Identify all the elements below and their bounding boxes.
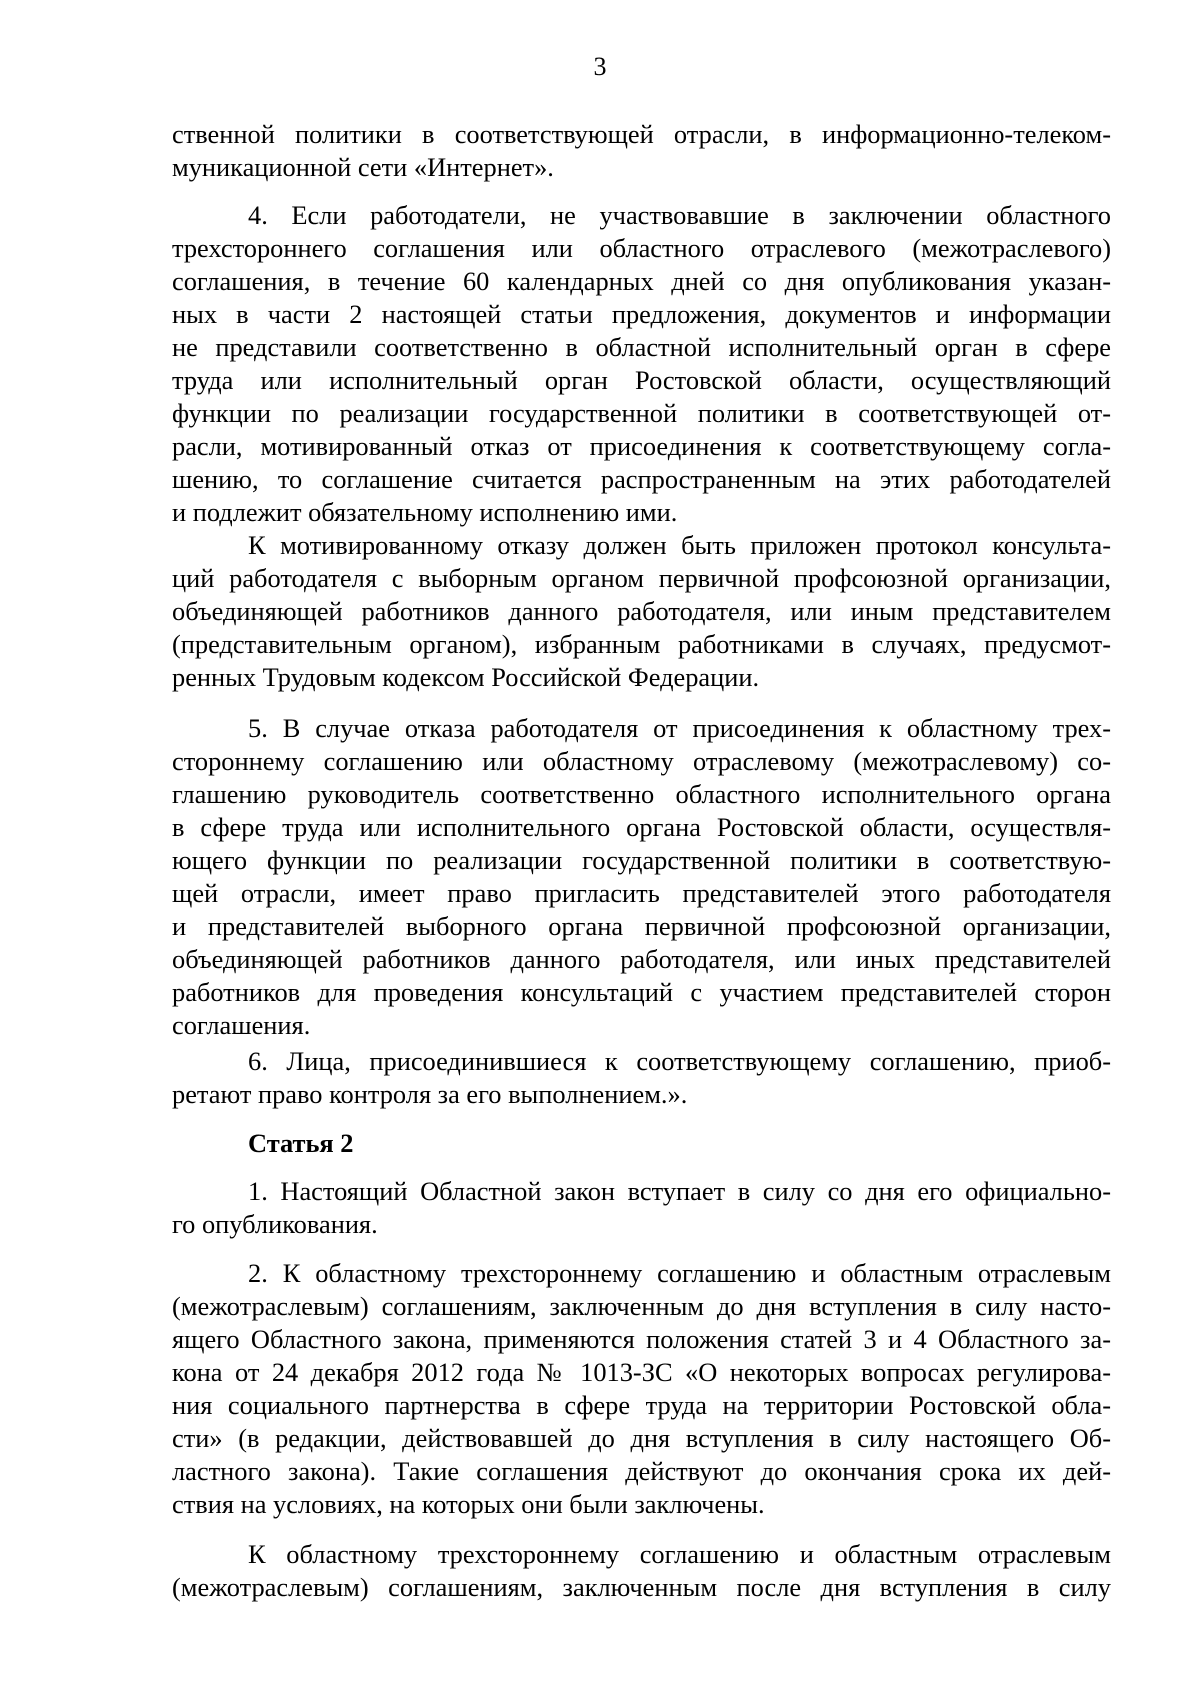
text-line: ренных Трудовым кодексом Российской Федерации. (172, 662, 760, 692)
text-line: объединяющей работников данного работодателя, или иных представителей (172, 944, 1111, 974)
text-line: ций работодателя с выборным органом первичной профсоюзной организации, (172, 563, 1111, 593)
text-line: (представительным органом), избранным работниками в случаях, предусмот- (172, 629, 1111, 659)
text-line: шению, то соглашение считается распространенным на этих работодателей (172, 464, 1111, 494)
text-line: и представителей выборного органа первичной профсоюзной организации, (172, 911, 1111, 941)
text-line: глашению руководитель соответственно областного исполнительного органа (172, 779, 1111, 809)
text-line: ственной политики в соответствующей отрасли, в информационно-телеком- (172, 119, 1111, 149)
text-line: не представили соответственно в областной исполнительный орган в сфере (172, 332, 1111, 362)
text-line: работников для проведения консультаций с участием представителей сторон (172, 977, 1111, 1007)
text-line: 2. К областному трехстороннему соглашению и областным отраслевым (248, 1258, 1111, 1288)
text-line: ющего функции по реализации государственной политики в соответствую- (172, 845, 1111, 875)
article-heading: Статья 2 (248, 1128, 354, 1158)
text-line: го опубликования. (172, 1209, 378, 1239)
article-heading-block (172, 1127, 1111, 1160)
text-line: (межотраслевым) соглашениям, заключенным до дня вступления в силу насто- (172, 1291, 1111, 1321)
article-paragraph-2 (172, 1257, 1111, 1521)
text-line: объединяющей работников данного работодателя, или иным представителем (172, 596, 1111, 626)
text-line: соглашения, в течение 60 календарных дней со дня опубликования указан- (172, 266, 1111, 296)
text-line: 4. Если работодатели, не участвовавшие в заключении областного (248, 200, 1111, 230)
text-line: ния социального партнерства в сфере труда на территории Ростовской обла- (172, 1390, 1111, 1420)
text-line: расли, мотивированный отказ от присоединения к соответствующему согла- (172, 431, 1111, 461)
text-line: К мотивированному отказу должен быть приложен протокол консульта- (248, 530, 1111, 560)
text-line: соглашения. (172, 1010, 311, 1040)
text-line: и подлежит обязательному исполнению ими. (172, 497, 678, 527)
page-number: 3 (593, 52, 607, 81)
text-line: ных в части 2 настоящей статьи предложения, документов и информации (172, 299, 1111, 329)
paragraph-item-4 (172, 199, 1111, 529)
text-line: 5. В случае отказа работодателя от присоединения к областному трех- (248, 713, 1111, 743)
text-line: муникационной сети «Интернет». (172, 152, 554, 182)
text-line: ретают право контроля за его выполнением.». (172, 1079, 688, 1109)
paragraph-item-5 (172, 712, 1111, 1042)
paragraph-continuation (172, 118, 1111, 184)
text-line: 6. Лица, присоединившиеся к соответствующему соглашению, приоб- (248, 1046, 1111, 1076)
text-line: щей отрасли, имеет право пригласить представителей этого работодателя (172, 878, 1111, 908)
text-line: ящего Областного закона, применяются положения статей 3 и 4 Областного за- (172, 1324, 1111, 1354)
text-line: в сфере труда или исполнительного органа Ростовской области, осуществля- (172, 812, 1111, 842)
text-line: сти» (в редакции, действовавшей до дня вступления в силу настоящего Об- (172, 1423, 1111, 1453)
text-line: ластного закона). Такие соглашения действуют до окончания срока их дей- (172, 1456, 1111, 1486)
text-line: 1. Настоящий Областной закон вступает в силу со дня его официально- (248, 1176, 1111, 1206)
article-paragraph-3 (172, 1538, 1111, 1604)
text-line: труда или исполнительный орган Ростовской области, осуществляющий (172, 365, 1111, 395)
paragraph-motivated-refusal (172, 529, 1111, 694)
text-line: трехстороннего соглашения или областного отраслевого (межотраслевого) (172, 233, 1111, 263)
paragraph-item-6 (172, 1045, 1111, 1111)
text-line: функции по реализации государственной политики в соответствующей от- (172, 398, 1111, 428)
text-line: стороннему соглашению или областному отраслевому (межотраслевому) со- (172, 746, 1111, 776)
text-line: кона от 24 декабря 2012 года № 1013-ЗС «О некоторых вопросах регулирова- (172, 1357, 1111, 1387)
text-line: К областному трехстороннему соглашению и областным отраслевым (248, 1539, 1111, 1569)
text-line: (межотраслевым) соглашениям, заключенным после дня вступления в силу (172, 1572, 1111, 1602)
article-paragraph-1 (172, 1175, 1111, 1241)
text-line: ствия на условиях, на которых они были заключены. (172, 1489, 765, 1519)
